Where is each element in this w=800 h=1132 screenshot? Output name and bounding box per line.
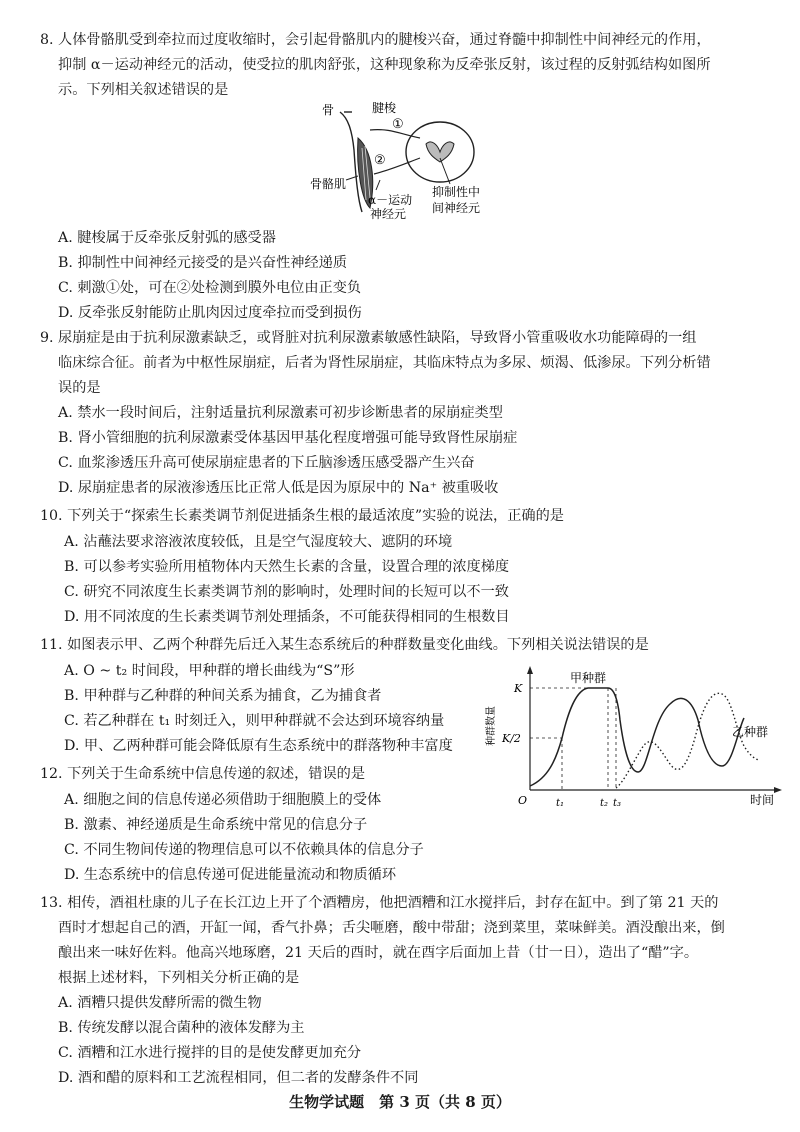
question-8-option-a: A. 腱梭属于反牵张反射弧的感受器 xyxy=(58,230,276,246)
question-13-option-b: B. 传统发酵以混合菌种的液体发酵为主 xyxy=(58,1020,305,1036)
question-12-option-a: A. 细胞之间的信息传递必须借助于细胞膜上的受体 xyxy=(64,792,382,808)
question-8-option-b: B. 抑制性中间神经元接受的是兴奋性神经递质 xyxy=(58,255,348,271)
question-11-option-a: A. O ~ t₂ 时间段，甲种群的增长曲线为“S”形 xyxy=(64,663,355,679)
x-tick-t1: t₁ xyxy=(556,798,565,809)
y-tick-k: K xyxy=(514,682,523,695)
y-tick-k-half: K/2 xyxy=(502,732,521,745)
x-tick-t3: t₃ xyxy=(613,798,622,809)
series-label-species-b: 乙种群 xyxy=(732,725,769,739)
population-chart xyxy=(486,660,790,810)
question-9-stem-line: 误的是 xyxy=(58,380,101,396)
x-tick-t2: t₂ xyxy=(600,798,609,809)
question-8-stem-line: 抑制 α－运动神经元的活动，使受拉的肌肉舒张，这种现象称为反牵张反射，该过程的反射弧结构如图所 xyxy=(58,57,711,73)
motor-neuron-pointer xyxy=(376,180,380,190)
x-axis-arrow xyxy=(774,787,782,793)
label-interneuron-1: 抑制性中 xyxy=(432,185,481,199)
question-11-option-d: D. 甲、乙两种群可能会降低原有生态系统中的群落物种丰富度 xyxy=(64,738,453,754)
question-12-option-d: D. 生态系统中的信息传递可促进能量流动和物质循环 xyxy=(64,867,397,883)
question-13-option-c: C. 酒糟和江水进行搅拌的目的是使发酵更加充分 xyxy=(58,1045,362,1061)
label-motor-neuron-2: 神经元 xyxy=(370,207,407,221)
label-point-2: ② xyxy=(374,153,386,168)
label-point-1: ① xyxy=(392,117,404,132)
question-10-stem: 10. 下列关于“探索生长素类调节剂促进插条生根的最适浓度”实验的说法，正确的是 xyxy=(40,508,564,524)
label-motor-neuron-1: α－运动 xyxy=(368,193,413,207)
question-12-stem: 12. 下列关于生命系统中信息传递的叙述，错误的是 xyxy=(40,766,366,782)
question-9-option-d: D. 尿崩症患者的尿液渗透压比正常人低是因为原尿中的 Na⁺ 被重吸收 xyxy=(58,480,499,496)
question-10-option-a: A. 沾蘸法要求溶液浓度较低，且是空气湿度较大、遮阴的环境 xyxy=(64,534,453,550)
question-12-option-b: B. 激素、神经递质是生命系统中常见的信息分子 xyxy=(64,817,368,833)
origin-label: O xyxy=(518,794,528,807)
question-13-stem-line: 酉时才想起自己的酒，开缸一闻，香气扑鼻；舌尖咂磨，酸中带甜；浇到菜里，菜味鲜美。酒没酿出来，倒 xyxy=(58,920,725,936)
page-footer: 生物学试题 第 3 页（共 8 页） xyxy=(289,1093,511,1111)
question-13-option-d: D. 酒和醋的原料和工艺流程相同，但二者的发酵条件不同 xyxy=(58,1070,419,1086)
question-10-option-b: B. 可以参考实验所用植物体内天然生长素的含量，设置合理的浓度梯度 xyxy=(64,559,510,575)
question-8-option-c: C. 刺激①处，可在②处检测到膜外电位由正变负 xyxy=(58,280,362,296)
y-axis-arrow xyxy=(527,666,533,674)
interneuron-pointer xyxy=(440,158,450,184)
series-label-species-a: 甲种群 xyxy=(570,671,607,685)
question-11-option-c: C. 若乙种群在 t₁ 时刻迁入，则甲种群就不会达到环境容纳量 xyxy=(64,713,445,729)
question-9-option-b: B. 肾小管细胞的抗利尿激素受体基因甲基化程度增强可能导致肾性尿崩症 xyxy=(58,430,518,446)
question-9-stem-line: 9. 尿崩症是由于抗利尿激素缺乏，或肾脏对抗利尿激素敏感性缺陷，导致肾小管重吸收水功能障碍的一组 xyxy=(40,330,697,346)
question-9-option-a: A. 禁水一段时间后，注射适量抗利尿激素可初步诊断患者的尿崩症类型 xyxy=(58,405,503,421)
question-13-stem-line: 13. 相传，酒祖杜康的儿子在长江边上开了个酒糟房，他把酒糟和江水搅拌后，封存在缸中。到了第 21 天的 xyxy=(40,895,719,911)
question-13-option-a: A. 酒糟只提供发酵所需的微生物 xyxy=(58,995,262,1011)
chart-ylabel: 种群数量 xyxy=(486,706,497,746)
question-8-stem-line: 8. 人体骨骼肌受到牵拉而过度收缩时，会引起骨骼肌内的腱梭兴奋，通过脊髓中抑制性中间神经元的作用， xyxy=(40,32,711,48)
series-species-a-line xyxy=(530,688,744,786)
question-8-option-d: D. 反牵张反射能防止肌肉因过度牵拉而受到损伤 xyxy=(58,305,362,321)
question-11-option-b: B. 甲种群与乙种群的种间关系为捕食，乙为捕食者 xyxy=(64,688,382,704)
label-muscle: 骨骼肌 xyxy=(310,177,347,191)
question-10-option-d: D. 用不同浓度的生长素类调节剂处理插条，不可能获得相同的生根数目 xyxy=(64,609,510,625)
reflex-arc-figure xyxy=(300,100,550,222)
series-species-b-line xyxy=(616,693,760,788)
question-12-option-c: C. 不同生物间传递的物理信息可以不依赖具体的信息分子 xyxy=(64,842,424,858)
question-13-stem-line: 根据上述材料，下列相关分析正确的是 xyxy=(58,970,300,986)
question-11-stem: 11. 如图表示甲、乙两个种群先后迁入某生态系统后的种群数量变化曲线。下列相关说法错误的是 xyxy=(40,637,649,653)
label-bone: 骨 xyxy=(322,103,335,117)
question-9-stem-line: 临床综合征。前者为中枢性尿崩症，后者为肾性尿崩症，其临床特点为多尿、烦渴、低渗尿。下列分析错 xyxy=(58,355,711,371)
label-tendon: 腱梭 xyxy=(372,101,397,115)
question-9-option-c: C. 血浆渗透压升高可使尿崩症患者的下丘脑渗透压感受器产生兴奋 xyxy=(58,455,475,471)
question-8-stem-line: 示。下列相关叙述错误的是 xyxy=(58,82,229,98)
question-10-option-c: C. 研究不同浓度生长素类调节剂的影响时，处理时间的长短可以不一致 xyxy=(64,584,509,600)
label-interneuron-2: 间神经元 xyxy=(432,201,481,215)
chart-xlabel: 时间 xyxy=(750,793,775,807)
question-13-stem-line: 酿出来一味好佐料。他高兴地琢磨，21 天后的酉时，就在酉字后面加上昔（廿一日），造出了“醋”字。 xyxy=(58,945,699,961)
